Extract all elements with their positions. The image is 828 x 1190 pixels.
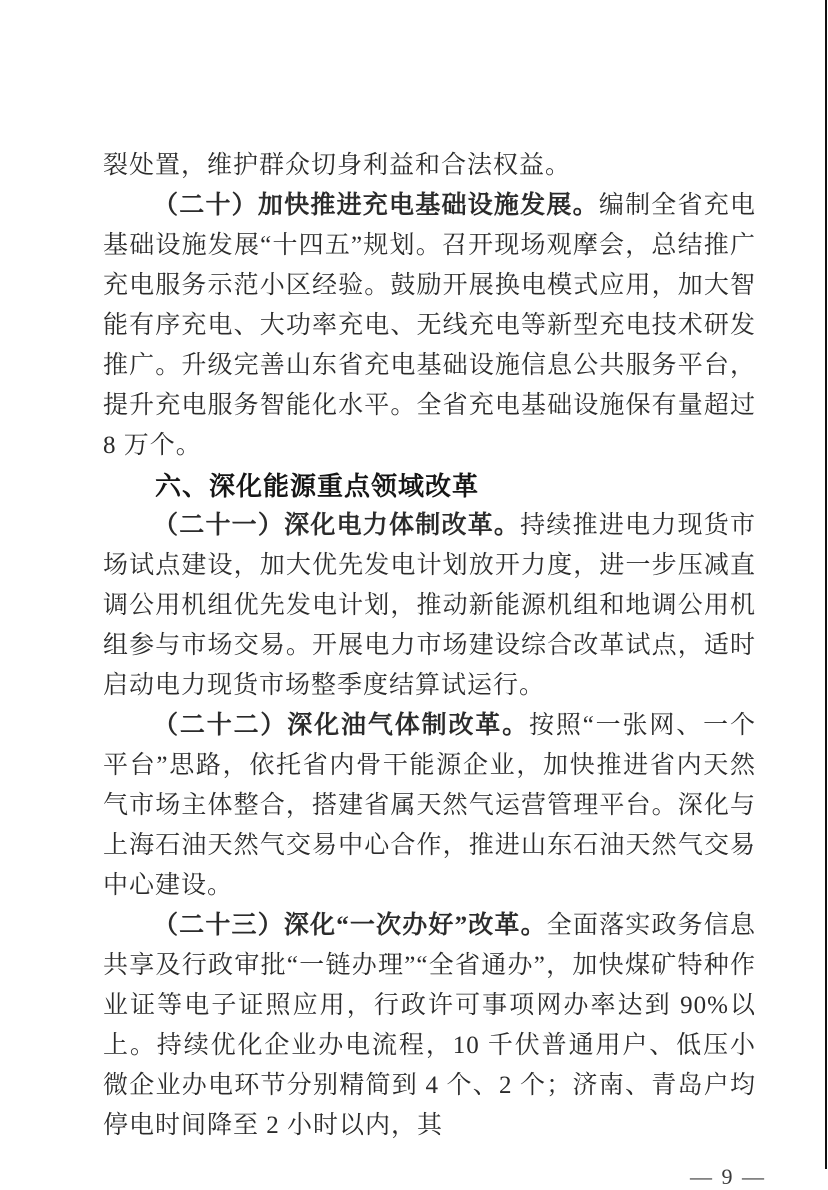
paragraph-item-23 — [103, 906, 756, 1146]
paragraph-text: 编制全省充电基础设施发展“十四五”规划。召开现场观摩会，总结推广充电服务示范小区经验。鼓励开展换电模式应用，加大智能有序充电、大功率充电、无线充电等新型充电技术研发推广。升级完善山东省充电基础设施信息公共服务平台，提升充电服务智能化水平。全省充电基础设施保有量超过 8 万个。 — [103, 192, 756, 459]
paragraph-lead: （二十三）深化“一次办好”改革。 — [153, 912, 547, 939]
paragraph-continuation — [103, 146, 756, 186]
paragraph-text: 持续推进电力现货市场试点建设，加大优先发电计划放开力度，进一步压减直调公用机组优先发电计划，推动新能源机组和地调公用机组参与市场交易。开展电力市场建设综合改革试点，适时启动电力现货市场整季度结算试运行。 — [103, 512, 756, 699]
paragraph-lead: （二十一）深化电力体制改革。 — [153, 512, 521, 539]
page-number: — 9 — — [690, 1164, 766, 1189]
paragraph-lead: （二十）加快推进充电基础设施发展。 — [153, 192, 599, 219]
paragraph-text: 全面落实政务信息共享及行政审批“一链办理”“全省通办”，加快煤矿特种作业证等电子证照应用，行政许可事项网办率达到 90%以上。持续优化企业办电流程，10 千伏普通用户、低压小微企业办电环节分别精简到 4 个、2 个；济南、青岛户均停电时间降至 2 小时以内，其 — [103, 912, 756, 1139]
paragraph-text: 裂处置，维护群众切身利益和合法权益。 — [103, 152, 572, 179]
section-heading: 六、深化能源重点领域改革 — [155, 471, 480, 501]
paragraph-lead: （二十二）深化油气体制改革。 — [153, 712, 530, 739]
paragraph-item-21 — [103, 506, 756, 706]
page-content — [103, 146, 766, 1190]
paragraph-item-22 — [103, 706, 756, 906]
scan-edge-line — [825, 0, 827, 1169]
paragraph-text: 按照“一张网、一个平台”思路，依托省内骨干能源企业，加快推进省内天然气市场主体整合，搭建省属天然气运营管理平台。深化与上海石油天然气交易中心合作，推进山东石油天然气交易中心建设。 — [103, 712, 756, 899]
paragraph-item-20 — [103, 186, 756, 466]
